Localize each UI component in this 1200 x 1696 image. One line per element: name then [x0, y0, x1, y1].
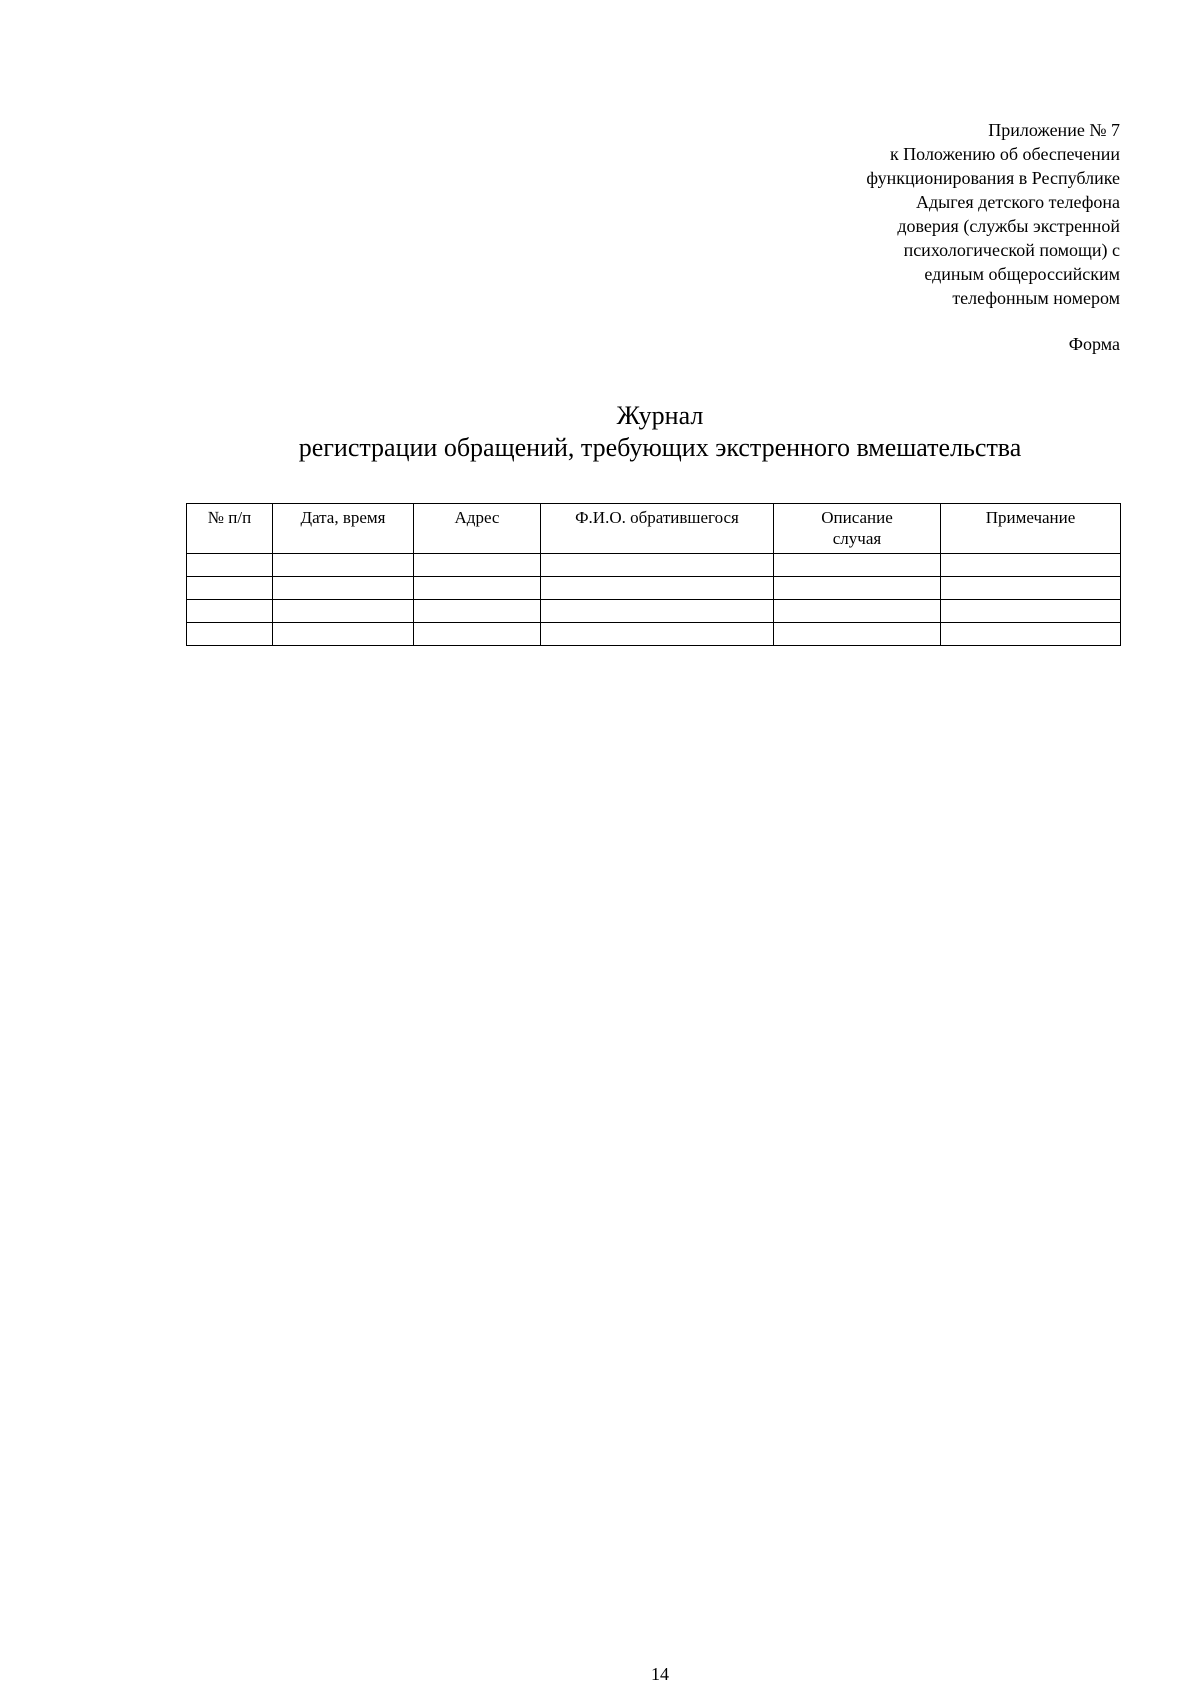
form-label: Форма [1068, 334, 1120, 354]
header-address: Адрес [414, 504, 541, 554]
table-cell [941, 600, 1121, 623]
title-line-1: Журнал [616, 401, 704, 430]
table-row [187, 600, 1121, 623]
header-full-name: Ф.И.О. обратившегося [541, 504, 774, 554]
header-number: № п/п [187, 504, 273, 554]
table-cell [273, 554, 414, 577]
annex-header [790, 118, 1120, 310]
table-cell [187, 577, 273, 600]
table-cell [187, 623, 273, 646]
journal-table [186, 503, 1121, 646]
table-cell [941, 623, 1121, 646]
header-case-description: Описание случая [774, 504, 941, 554]
table-cell [414, 623, 541, 646]
annex-line: единым общероссийским [924, 264, 1120, 284]
table-cell [774, 577, 941, 600]
table-cell [774, 600, 941, 623]
annex-line: психологической помощи) с [903, 240, 1120, 260]
table-header-row [187, 504, 1121, 554]
annex-line: к Положению об обеспечении [889, 144, 1120, 164]
document-title [0, 400, 1200, 464]
table-row [187, 577, 1121, 600]
table-cell [941, 577, 1121, 600]
annex-line: доверия (службы экстренной [897, 216, 1120, 236]
annex-line: функционирования в Республике [866, 168, 1120, 188]
table-cell [273, 577, 414, 600]
table-cell [273, 600, 414, 623]
annex-line: Приложение № 7 [988, 120, 1120, 140]
table-cell [541, 600, 774, 623]
table-cell [541, 623, 774, 646]
table-cell [187, 600, 273, 623]
table-cell [414, 577, 541, 600]
page-number: 14 [651, 1664, 669, 1684]
table-cell [541, 554, 774, 577]
table-row [187, 623, 1121, 646]
table-cell [273, 623, 414, 646]
table-cell [774, 623, 941, 646]
table-row [187, 554, 1121, 577]
header-note: Примечание [941, 504, 1121, 554]
table-cell [941, 554, 1121, 577]
title-line-2: регистрации обращений, требующих экстренного вмешательства [298, 433, 1022, 462]
table-cell [414, 554, 541, 577]
table-cell [414, 600, 541, 623]
header-date-time: Дата, время [273, 504, 414, 554]
annex-line: Адыгея детского телефона [916, 192, 1120, 212]
annex-line: телефонным номером [952, 288, 1120, 308]
table-cell [541, 577, 774, 600]
table-cell [774, 554, 941, 577]
table-cell [187, 554, 273, 577]
